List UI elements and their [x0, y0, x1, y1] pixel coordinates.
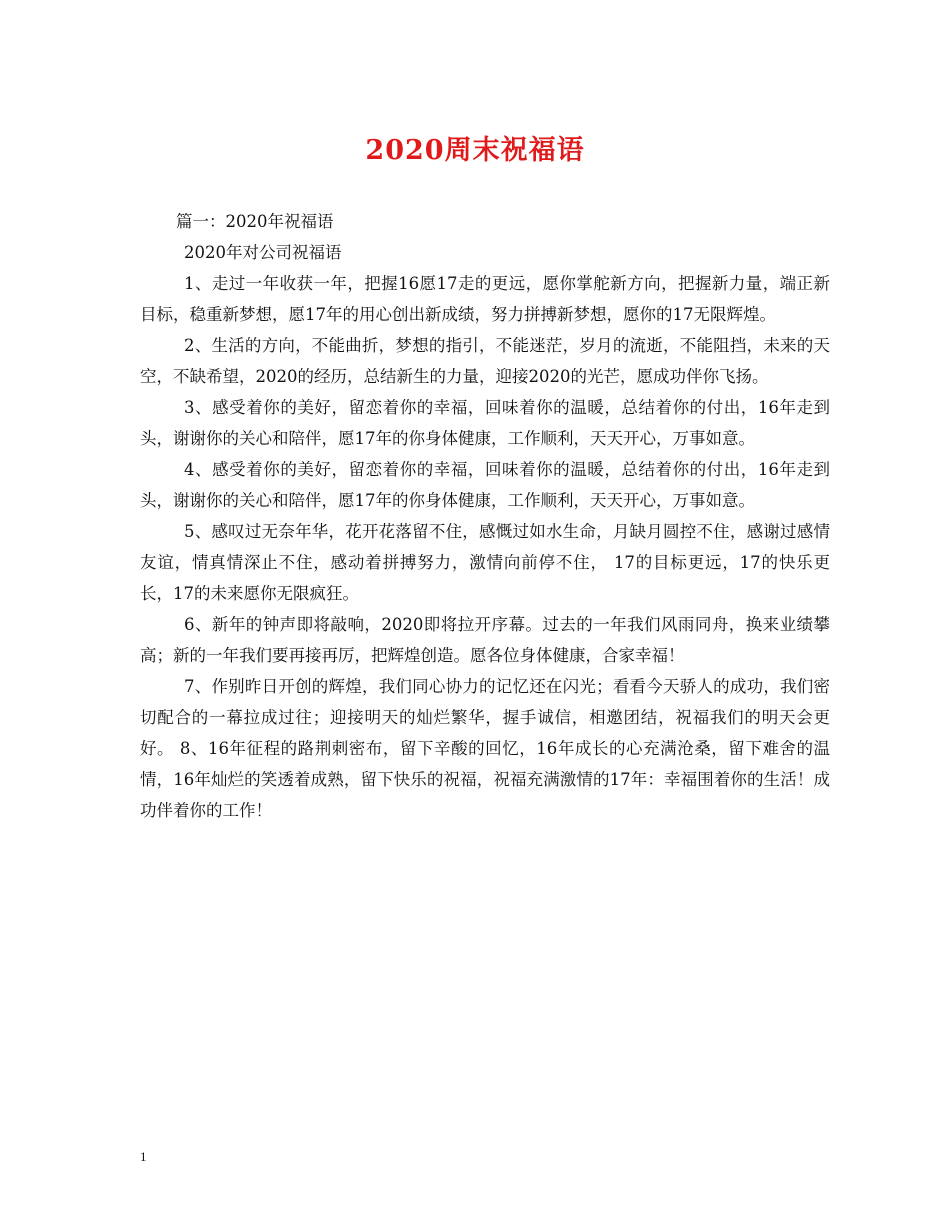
- section-heading: 篇一：2020年祝福语: [176, 212, 334, 231]
- paragraph-1: 1、走过一年收获一年，把握16愿17走的更远，愿你掌舵新方向，把握新力量，端正新目标，稳重新梦想，愿17年的用心创出新成绩，努力拼搏新梦想，愿你的17无限辉煌。: [140, 274, 830, 324]
- paragraph-7: 7、作别昨日开创的辉煌，我们同心协力的记忆还在闪光；看看今天骄人的成功，我们密切配合的一幕拉成过往；迎接明天的灿烂繁华，握手诚信，相邀团结，祝福我们的明天会更好。 8、16年征程的路荆刺密布，留下辛酸的回忆，16年成长的心充满沧桑，留下难舍的温情，16年灿烂的笑透着成熟，留下快乐的祝福，祝福充满激情的17年：幸福围着你的生活！成功伴着你的工作！: [140, 677, 830, 820]
- subheading: 2020年对公司祝福语: [184, 243, 342, 262]
- paragraph-3: 3、感受着你的美好，留恋着你的幸福，回味着你的温暖，总结着你的付出，16年走到头，谢谢你的关心和陪伴，愿17年的你身体健康，工作顺利，天天开心，万事如意。: [140, 398, 830, 448]
- paragraph-5: 5、感叹过无奈年华，花开花落留不住，感慨过如水生命，月缺月圆控不住，感谢过感情友谊，情真情深止不住，感动着拼搏努力，激情向前停不住， 17的目标更远，17的快乐更长，17的未来愿你无限疯狂。: [140, 522, 830, 603]
- paragraph-4: 4、感受着你的美好，留恋着你的幸福，回味着你的温暖，总结着你的付出，16年走到头，谢谢你的关心和陪伴，愿17年的你身体健康，工作顺利，天天开心，万事如意。: [140, 460, 830, 510]
- page-number: 1: [140, 1149, 147, 1164]
- paragraph-6: 6、新年的钟声即将敲响，2020即将拉开序幕。过去的一年我们风雨同舟，换来业绩攀高；新的一年我们要再接再厉，把辉煌创造。愿各位身体健康，合家幸福！: [140, 615, 830, 665]
- document-body: [140, 206, 830, 826]
- paragraph-2: 2、生活的方向，不能曲折，梦想的指引，不能迷茫，岁月的流逝，不能阻挡，未来的天空，不缺希望，2020的经历，总结新生的力量，迎接2020的光芒，愿成功伴你飞扬。: [140, 336, 830, 386]
- document-title: 2020周末祝福语: [365, 135, 585, 166]
